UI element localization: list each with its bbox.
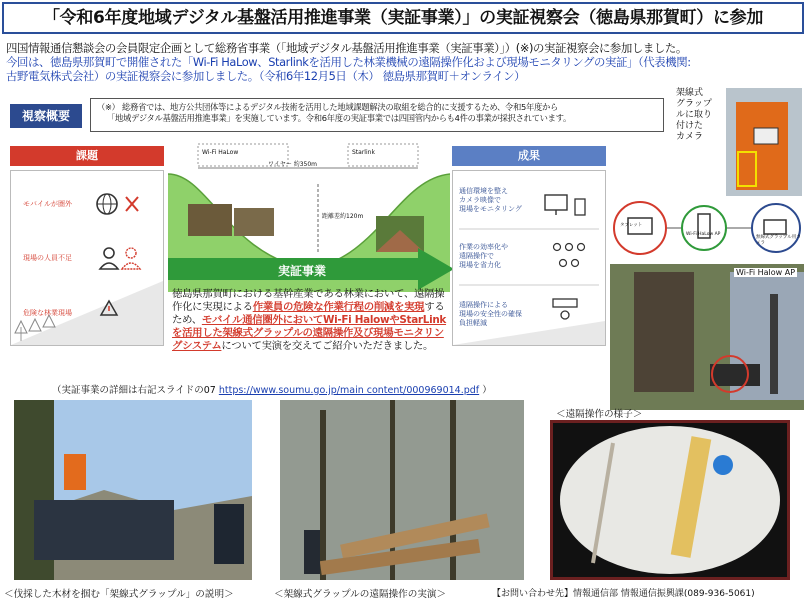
issue-label-3: 危険な林業現場 [23,309,72,317]
footnote-box [90,98,664,132]
wire-length-label: ワイヤー 約350m [268,161,318,168]
details-line: （実証事業の詳細は右記スライドの07 https://www.soumu.go.jp/main content/000969014.pdf ） [52,385,492,396]
photo-grapple-explanation [14,400,252,580]
issues-panel [10,170,164,346]
drone-icon [553,299,577,307]
remote-caption: ＜遠隔操作の様子＞ [556,409,643,420]
ap-node [682,206,726,250]
monitor-icon [545,195,567,210]
field-photo [610,264,804,410]
operator-figure [634,272,694,392]
footnote-line-2: 「地域デジタル基盤活用推進事業」を実施しています。令和6年度の実証事業では四国管内からも4件の事業が採択されています。 [107,113,571,123]
person-icon [104,248,114,258]
system-diagram [610,88,804,410]
details-link[interactable]: https://www.soumu.go.jp/main content/000969014.pdf [218,385,480,396]
camera-unit [754,128,778,144]
equipment-label-2: Starlink [352,149,375,156]
photo-remote-view [550,420,790,580]
team-icon [554,244,561,251]
intro-line-2: 今回は、徳島県那賀町で開催された「Wi-Fi HaLow、Starlinkを活用した林業機械の遠隔操作化および現場モニタリングの実証」（代表機関: [6,55,691,69]
ap-label: Wi-Fi Halow AP [736,268,796,277]
caption-left: ＜伐採した木材を掴む「架線式グラップル」の説明＞ [4,589,234,600]
arrow-label: 実証事業 [278,264,327,278]
missing-person-icon [126,248,136,258]
router-icon [575,199,585,215]
node-label-ap: Wi-Fi HaLow AP [686,232,721,237]
grapple-photo-1 [64,454,86,490]
camera-label: 架線式 グラップ ルに取り 付けた カメラ [676,88,713,142]
page-title: 「令和6年度地域デジタル基盤活用推進事業（実証事業）」の実証視察会（徳島県那賀町）に参加 [2,2,804,34]
results-panel [452,170,606,346]
grapple-joint [713,455,733,475]
overview-badge: 視察概要 [10,104,82,128]
tablet-node [614,202,666,254]
height-label: 距離差約120m [322,213,364,220]
result-3: 遠隔操作による 現場の安全性の確保 負担軽減 [459,301,522,327]
issue-label-2: 現場の人員不足 [23,254,72,262]
node-label-camera: 無線式グラップル用カメラ [756,235,801,246]
caption-middle: ＜架線式グラップルの遠隔操作の実演＞ [274,589,447,600]
grapple-body [736,102,788,190]
footnote-line-1: （※） 総務省では、地方公共団体等によるデジタル技術を活用した地域課題解決の取組を総合的に支援するため、令和5年度から [97,102,558,112]
node-label-tablet: タブレット [620,223,643,228]
site-photo-1 [188,204,232,236]
intro-line-3: 古野電気株式会社）の実証視察会に参加しました。（令和6年12月5日（木） 徳島県那賀町＋オンライン） [6,69,526,83]
network-illustration [610,184,804,276]
results-header: 成果 [452,146,606,166]
site-photo-2 [234,208,274,236]
issues-header: 課題 [10,146,164,166]
result-1: 通信環境を整え カメラ映像で 現場をモニタリング [459,187,522,213]
intro-line-1: 四国情報通信懇談会の会員限定企画として総務省事業（「地域デジタル基盤活用推進事業（実証事業）」）(※)の実証視察会に参加しました。 [6,41,687,55]
tablet-screen [710,364,760,386]
issue-label-1: モバイルが圏外 [23,200,72,208]
worker-figure [304,530,320,574]
camera-photo [726,88,802,196]
result-2: 作業の効率化や 遠隔操作で 現場を省力化 [459,243,508,269]
photo-remote-demo [280,400,524,580]
summary-text: 徳島県那賀町における基幹産業である林業において、遠隔操作化に実現による作業員の危険な作業行程の削減を実現するため、モバイル通信圏外においてWi-Fi HalowやStarLinkを活用した架線式グラップルの遠隔操作及び現場モニタリングシステムについて実演を交えてご紹介いただきました。 [172,288,447,352]
contact-info: 【お問い合わせ先】情報通信部 情報通信振興課(089-936-5061) [492,589,755,599]
crowd-group [34,500,174,560]
equipment-label-1: Wi-Fi HaLow [202,149,239,156]
